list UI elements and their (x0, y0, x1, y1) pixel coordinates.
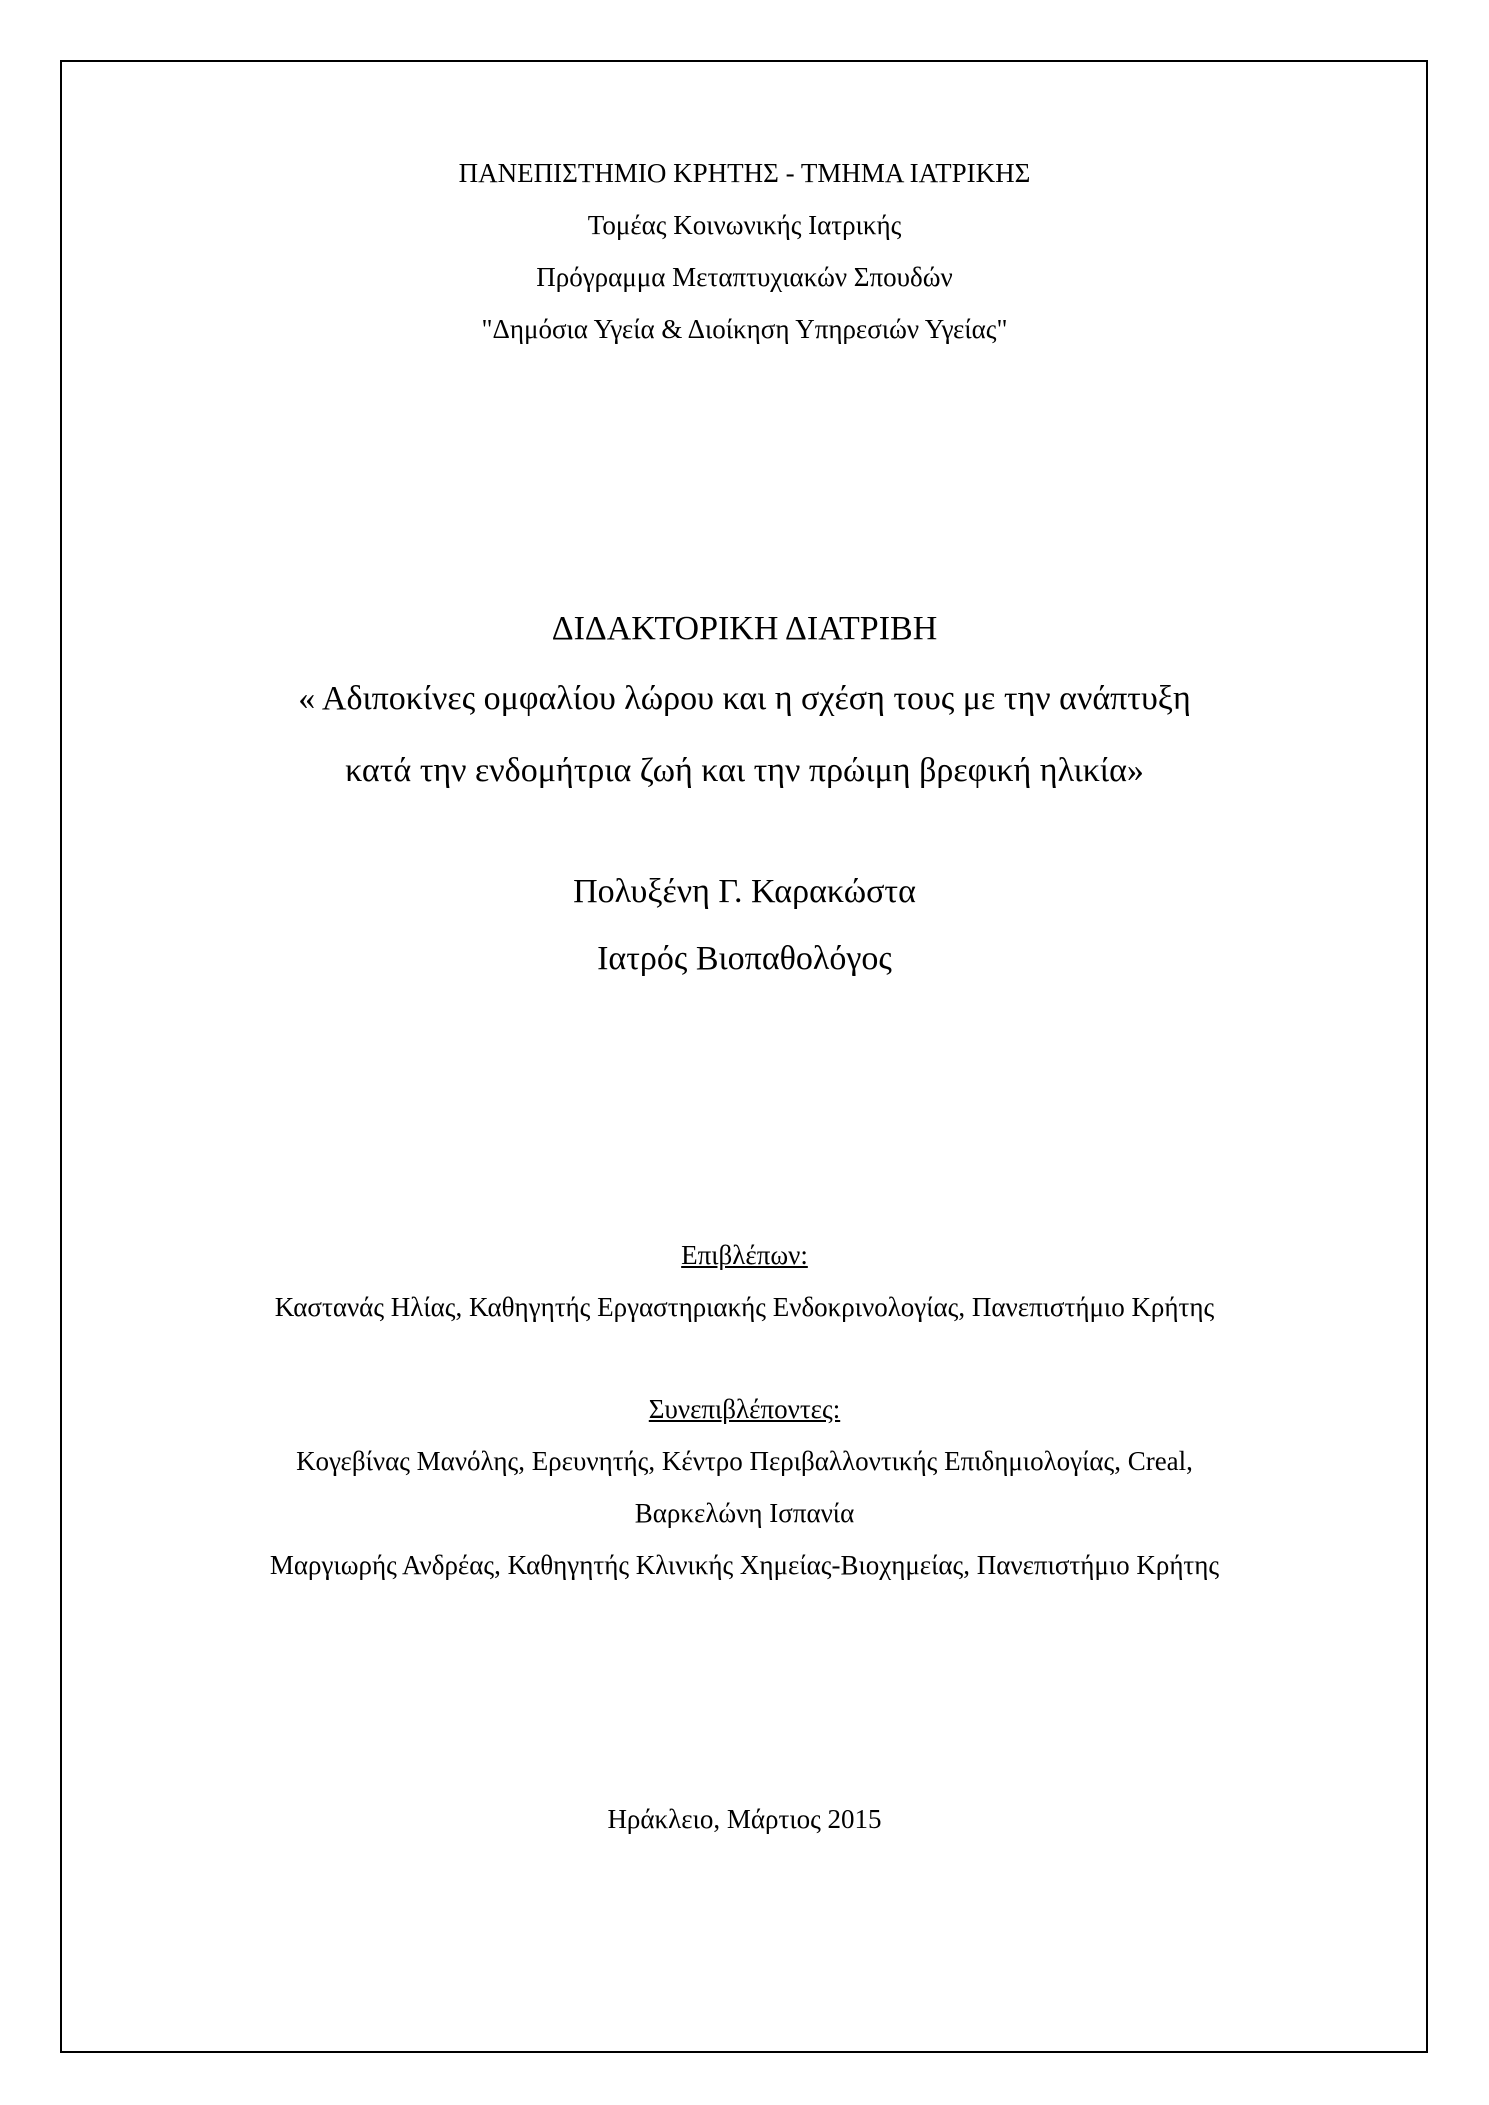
university-name: ΠΑΝΕΠΙΣΤΗΜΙΟ ΚΡΗΤΗΣ - ΤΜΗΜΑ ΙΑΤΡΙΚΗΣ (458, 158, 1031, 188)
department-name: Τομέας Κοινωνικής Ιατρικής (587, 210, 902, 240)
co-supervisor-line-1: Κογεβίνας Μανόλης, Ερευνητής, Κέντρο Περιβαλλοντικής Επιδημιολογίας, Creal, (296, 1446, 1193, 1476)
author-role: Ιατρός Βιοπαθολόγος (597, 940, 892, 977)
place-date: Ηράκλειο, Μάρτιος 2015 (607, 1804, 882, 1834)
supervisor-heading: Επιβλέπων: (681, 1240, 808, 1270)
supervisor-line: Καστανάς Ηλίας, Καθηγητής Εργαστηριακής Ενδοκρινολογίας, Πανεπιστήμιο Κρήτης (274, 1292, 1215, 1322)
co-supervisor-line-2: Βαρκελώνη Ισπανία (634, 1498, 855, 1528)
thesis-type: ΔΙΔΑΚΤΟΡΙΚΗ ΔΙΑΤΡΙΒΗ (551, 610, 938, 647)
author-name: Πολυξένη Γ. Καρακώστα (573, 873, 916, 910)
program-title: "Δημόσια Υγεία & Διοίκηση Υπηρεσιών Υγείας" (481, 314, 1008, 344)
co-supervisors-heading: Συνεπιβλέποντες: (648, 1394, 841, 1424)
thesis-title-line-1: « Αδιποκίνες ομφαλίου λώρου και η σχέση τους με την ανάπτυξη (298, 680, 1191, 717)
co-supervisor-line-3: Μαργιωρής Ανδρέας, Καθηγητής Κλινικής Χημείας-Βιοχημείας, Πανεπιστήμιο Κρήτης (269, 1550, 1220, 1580)
thesis-title-line-2: κατά την ενδομήτρια ζωή και την πρώιμη βρεφική ηλικία» (345, 752, 1144, 789)
page-border (60, 60, 1428, 2053)
program-name: Πρόγραμμα Μεταπτυχιακών Σπουδών (536, 262, 953, 292)
